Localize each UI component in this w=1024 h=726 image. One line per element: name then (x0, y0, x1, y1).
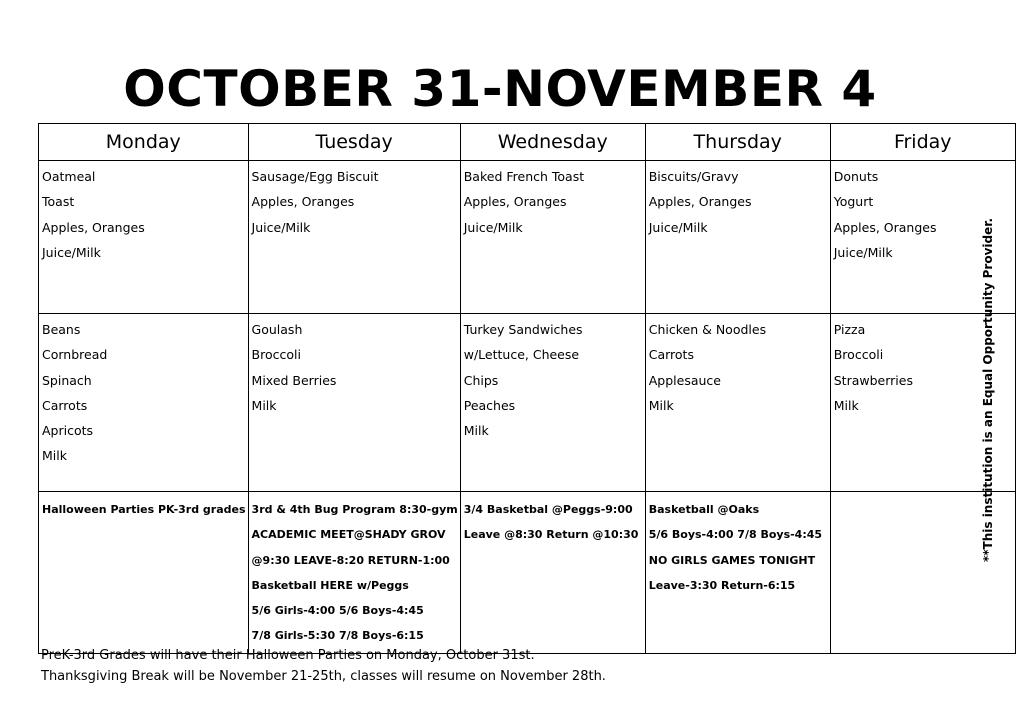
event-item: Basketball @Oaks (648, 503, 760, 516)
menu-item: Chips (463, 372, 499, 388)
menu-item: Broccoli (833, 347, 884, 363)
menu-item: w/Lettuce, Cheese (463, 347, 580, 363)
event-item: 3/4 Basketbal @Peggs-9:00 (463, 503, 633, 516)
event-item: ACADEMIC MEET@SHADY GROV (251, 528, 446, 542)
menu-item: Apples, Oranges (648, 194, 752, 210)
menu-item: Apricots (42, 423, 94, 439)
menu-item: Baked French Toast (463, 169, 585, 184)
menu-item: Chicken & Noodles (648, 322, 767, 337)
menu-item: Broccoli (251, 347, 301, 363)
menu-item: Toast (42, 194, 75, 210)
day-header-row (39, 124, 1016, 161)
day-header-tuesday: Tuesday (248, 124, 460, 161)
event-item: @9:30 LEAVE-8:20 RETURN-1:00 (251, 553, 450, 567)
menu-item: Mixed Berries (251, 372, 337, 388)
footer-note: PreK-3rd Grades will have their Halloween Parties on Monday, October 31st. (41, 648, 535, 663)
menu-table (38, 123, 1016, 654)
events-cell-thursday (645, 492, 830, 654)
menu-item: Apples, Oranges (42, 219, 145, 235)
menu-item: Apples, Oranges (251, 194, 355, 210)
menu-item: Juice/Milk (463, 219, 523, 235)
event-item: 3rd & 4th Bug Program 8:30-gym (251, 503, 458, 516)
lunch-cell-thursday (645, 314, 830, 492)
footer-note: Thanksgiving Break will be November 21-25th, classes will resume on November 28th. (41, 669, 606, 684)
breakfast-cell-tuesday (248, 161, 460, 314)
menu-item: Milk (251, 397, 277, 413)
menu-item: Carrots (42, 397, 88, 413)
menu-item: Apples, Oranges (833, 219, 937, 235)
lunch-cell-tuesday (248, 314, 460, 492)
event-item: 5/6 Boys-4:00 7/8 Boys-4:45 (648, 528, 823, 542)
day-header-wednesday: Wednesday (460, 124, 645, 161)
menu-item: Apples, Oranges (463, 194, 567, 210)
events-cell-tuesday (248, 492, 460, 654)
event-item: Leave-3:30 Return-6:15 (648, 578, 796, 592)
menu-item: Donuts (833, 169, 879, 184)
events-cell-wednesday (460, 492, 645, 654)
menu-item: Milk (833, 397, 859, 413)
day-header-thursday: Thursday (645, 124, 830, 161)
day-header-friday: Friday (830, 124, 1015, 161)
menu-item: Juice/Milk (251, 219, 311, 235)
menu-item: Peaches (463, 397, 516, 413)
event-item: NO GIRLS GAMES TONIGHT (648, 553, 816, 567)
lunch-cell-wednesday (460, 314, 645, 492)
menu-item: Carrots (648, 347, 694, 363)
lunch-row (39, 314, 1016, 492)
menu-item: Milk (42, 448, 67, 464)
lunch-cell-monday (39, 314, 249, 492)
menu-item: Turkey Sandwiches (463, 322, 583, 337)
footer-notes (41, 645, 606, 687)
menu-item: Strawberries (833, 372, 913, 388)
menu-item: Milk (463, 423, 489, 439)
menu-item: Biscuits/Gravy (648, 169, 739, 184)
menu-item: Spinach (42, 372, 92, 388)
menu-item: Pizza (833, 322, 866, 337)
menu-item: Beans (42, 322, 81, 337)
events-row (39, 492, 1016, 654)
menu-item: Yogurt (833, 194, 874, 210)
event-item: Leave @8:30 Return @10:30 (463, 528, 639, 542)
event-item: Halloween Parties PK-3rd grades (42, 503, 246, 516)
event-item: 5/6 Girls-4:00 5/6 Boys-4:45 (251, 604, 424, 618)
equal-opportunity-note: **This institution is an Equal Opportunity Provider. (981, 217, 995, 563)
menu-item: Applesauce (648, 372, 721, 388)
breakfast-cell-thursday (645, 161, 830, 314)
breakfast-cell-wednesday (460, 161, 645, 314)
event-item: Basketball HERE w/Peggs (251, 578, 409, 592)
menu-item: Goulash (251, 322, 303, 337)
menu-title: OCTOBER 31-NOVEMBER 4 (123, 60, 877, 118)
menu-item: Juice/Milk (42, 244, 101, 260)
menu-item: Juice/Milk (648, 219, 708, 235)
events-cell-monday (39, 492, 249, 654)
event-item: 7/8 Girls-5:30 7/8 Boys-6:15 (251, 629, 424, 643)
menu-item: Oatmeal (42, 169, 96, 184)
menu-item: Milk (648, 397, 674, 413)
breakfast-row (39, 161, 1016, 314)
breakfast-cell-monday (39, 161, 249, 314)
menu-item: Juice/Milk (833, 244, 893, 260)
menu-item: Sausage/Egg Biscuit (251, 169, 379, 184)
menu-item: Cornbread (42, 347, 108, 363)
day-header-monday: Monday (39, 124, 249, 161)
